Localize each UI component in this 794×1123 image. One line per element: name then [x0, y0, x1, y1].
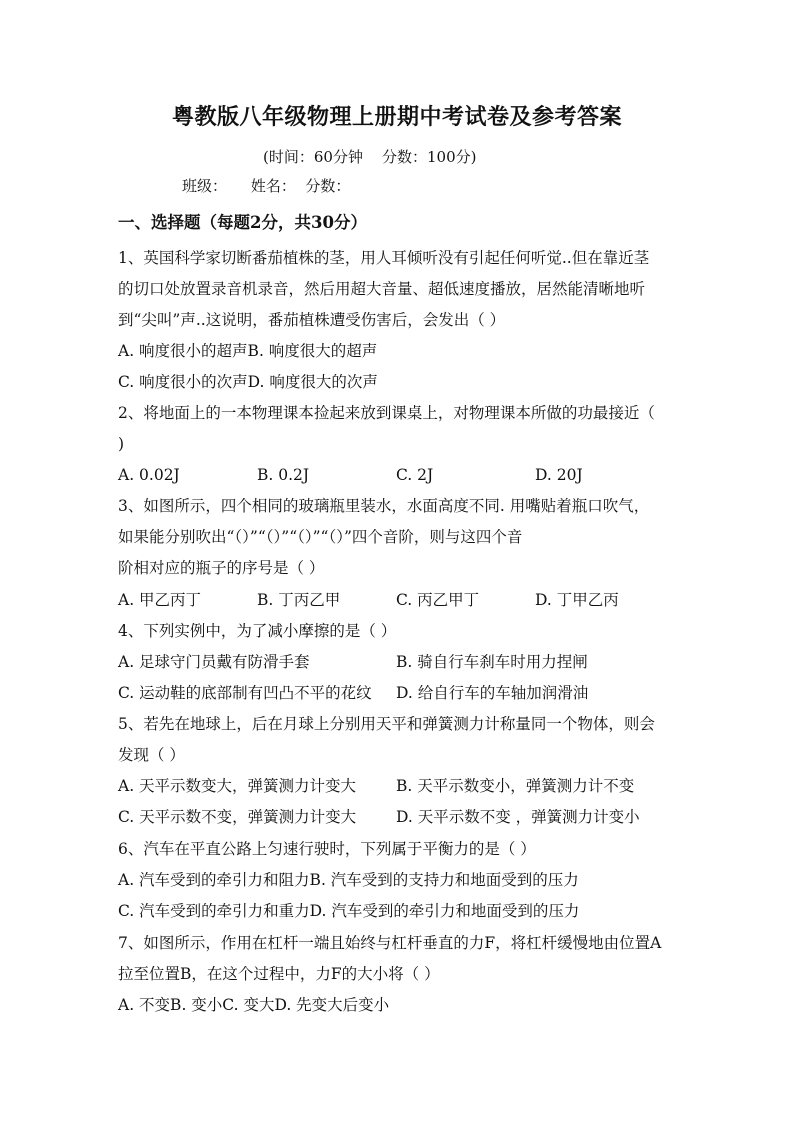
- option-c: C. 天平示数不变，弹簧测力计变大: [118, 808, 357, 826]
- option: A. 汽车受到的牵引力和阻力B. 汽车受到的支持力和地面受到的压力: [118, 871, 579, 889]
- option: A. 不变B. 变小C. 变大D. 先变大后变小: [118, 996, 390, 1014]
- question-1: [118, 243, 678, 336]
- question-line: 到“尖叫”声..这说明，番茄植株遭受伤害后，会发出（ ）: [118, 311, 506, 329]
- question-6: [118, 834, 678, 865]
- question-line: 如果能分别吹出“（）”“（）”“（）”“（）”四个音阶，则与这四个音: [118, 528, 523, 546]
- question-line: 阶相对应的瓶子的序号是（ ）: [118, 559, 325, 577]
- question-line: 6、汽车在平直公路上匀速行驶时，下列属于平衡力的是（ ）: [118, 840, 536, 858]
- option: C. 响度很小的次声D. 响度很大的次声: [118, 373, 378, 391]
- question-5: [118, 709, 678, 771]
- option-d: D. 给自行车的车轴加润滑油: [396, 684, 589, 702]
- question-line: 发现（ ）: [118, 746, 185, 764]
- option-a: A. 天平示数变大，弹簧测力计变大: [118, 777, 357, 795]
- question-line: 1、英国科学家切断番茄植株的茎，用人耳倾听没有引起任何听觉..但在靠近茎: [118, 249, 650, 267]
- option-a: A. 0.02J: [118, 466, 180, 484]
- option-d: D. 天平示数不变 ，弹簧测力计变小: [396, 808, 640, 826]
- option-b: B. 骑自行车刹车时用力捏闸: [396, 653, 588, 671]
- question-line: 4、下列实例中，为了减小摩擦的是（ ）: [118, 622, 397, 640]
- question-3: [118, 491, 678, 584]
- question-line: 拉至位置B，在这个过程中，力F的大小将（ ）: [118, 965, 440, 983]
- option-a: A. 甲乙丙丁: [118, 591, 202, 609]
- option-b: B. 丁丙乙甲: [257, 591, 341, 609]
- question-line: 7、如图所示，作用在杠杆一端且始终与杠杆垂直的力F，将杠杆缓慢地由位置A: [118, 934, 662, 952]
- question-line: 的切口处放置录音机录音，然后用超大音量、超低速度播放，居然能清晰地听: [118, 280, 646, 298]
- option: A. 响度很小的超声B. 响度很大的超声: [118, 342, 378, 360]
- question-4: [118, 616, 678, 647]
- question-2: [118, 398, 678, 460]
- option-d: D. 丁甲乙丙: [535, 591, 619, 609]
- student-info-line: 班级： 姓名： 分数：: [182, 177, 351, 195]
- question-line: 5、若先在地球上，后在月球上分别用天平和弹簧测力计称量同一个物体，则会: [118, 715, 655, 733]
- section-heading: 一、选择题（每题2分，共30分）: [118, 213, 367, 232]
- question-line: 3、如图所示，四个相同的玻璃瓶里装水，水面高度不同. 用嘴贴着瓶口吹气，: [118, 497, 650, 515]
- option-d: D. 20J: [535, 466, 583, 484]
- option-b: B. 天平示数变小，弹簧测力计不变: [396, 777, 635, 795]
- page-title: 粤教版八年级物理上册期中考试卷及参考答案: [171, 104, 622, 130]
- exam-time-score: (时间：60分钟 分数：100分): [263, 148, 477, 166]
- option-c: C. 丙乙甲丁: [396, 591, 480, 609]
- question-7: [118, 928, 678, 990]
- option: C. 汽车受到的牵引力和重力D. 汽车受到的牵引力和地面受到的压力: [118, 902, 580, 920]
- option-c: C. 2J: [396, 466, 434, 484]
- option-c: C. 运动鞋的底部制有凹凸不平的花纹: [118, 684, 372, 702]
- option-b: B. 0.2J: [257, 466, 310, 484]
- option-a: A. 足球守门员戴有防滑手套: [118, 653, 310, 671]
- question-line: 2、将地面上的一本物理课本捡起来放到课桌上，对物理课本所做的功最接近（: [118, 404, 655, 422]
- question-line: ): [118, 435, 125, 453]
